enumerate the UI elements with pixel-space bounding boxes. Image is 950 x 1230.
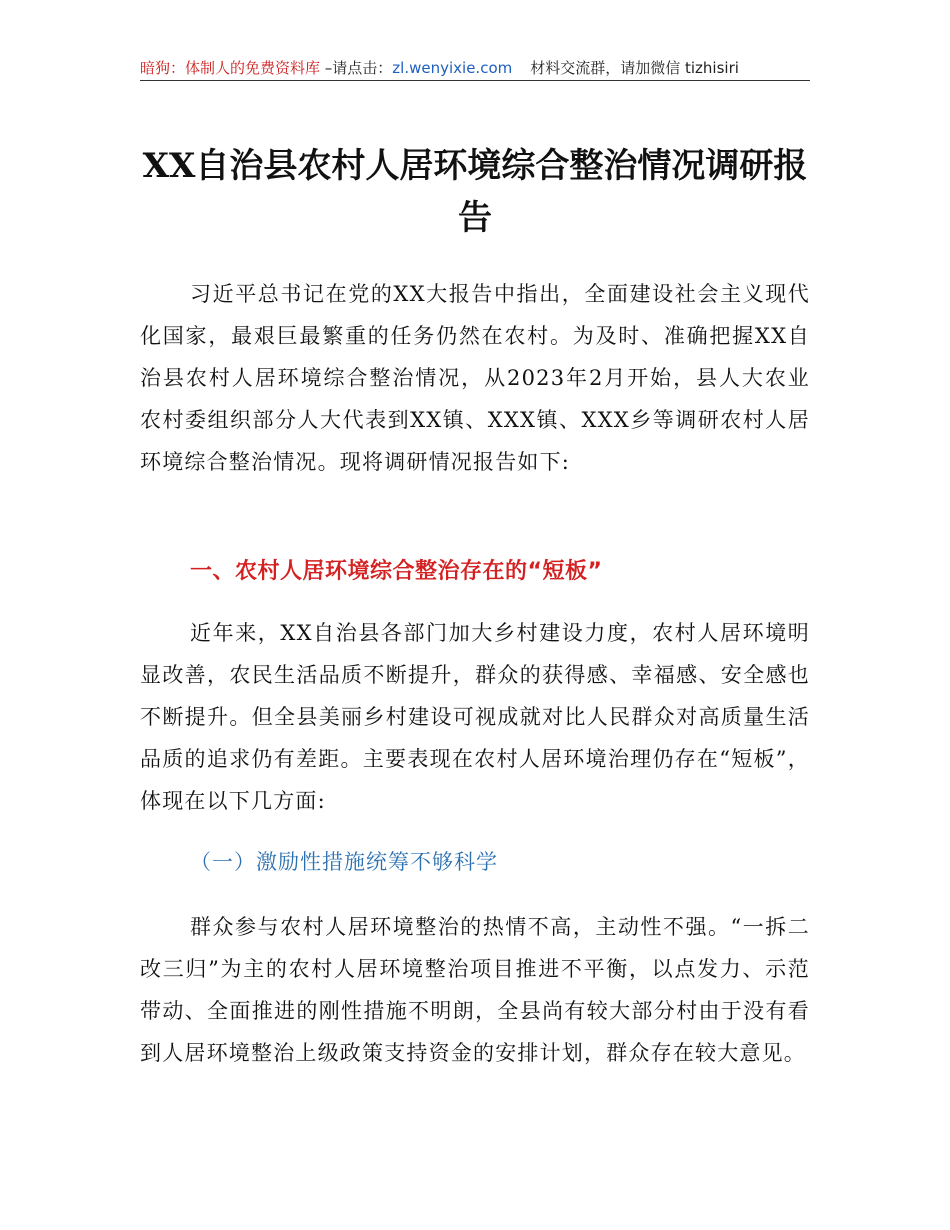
document-title: XX自治县农村人居环境综合整治情况调研报告 (142, 146, 808, 238)
section-1-paragraph: 近年来，XX自治县各部门加大乡村建设力度，农村人居环境明显改善，农民生活品质不断提升，群众的获得感、幸福感、安全感也不断提升。但全县美丽乡村建设可视成就对比人民群众对高质量生活品质的追求仍有差距。主要表现在农村人居环境治理仍存在“短板”，体现在以下几方面: (140, 621, 810, 813)
banner-group-note: 材料交流群，请加微信 tizhisiri (530, 59, 739, 77)
intro-paragraph: 习近平总书记在党的XX大报告中指出，全面建设社会主义现代化国家，最艰巨最繁重的任务仍然在农村。为及时、准确把握XX自治县农村人居环境综合整治情况，从2023年2月开始，县人大农业农村委组织部分人大代表到XX镇、XXX镇、XXX乡等调研农村人居环境综合整治情况。现将调研情况报告如下: (140, 282, 810, 474)
banner-source: 暗狗：体制人的免费资料库 (140, 59, 321, 77)
subsection-heading-1: （一）激励性措施统筹不够科学 (190, 850, 498, 874)
section-heading-1: 一、农村人居环境综合整治存在的“短板” (190, 559, 603, 584)
subsection-1-paragraph: 群众参与农村人居环境整治的热情不高，主动性不强。“一拆二改三归”为主的农村人居环境整治项目推进不平衡，以点发力、示范带动、全面推进的刚性措施不明朗，全县尚有较大部分村由于没有看到人居环境整治上级政策支持资金的安排计划，群众存在较大意见。 (140, 915, 810, 1065)
header-banner (140, 58, 810, 78)
banner-click-prompt: –请点击： (320, 59, 393, 77)
header-divider (140, 80, 810, 81)
banner-link[interactable]: zl.wenyixie.com (392, 59, 513, 77)
